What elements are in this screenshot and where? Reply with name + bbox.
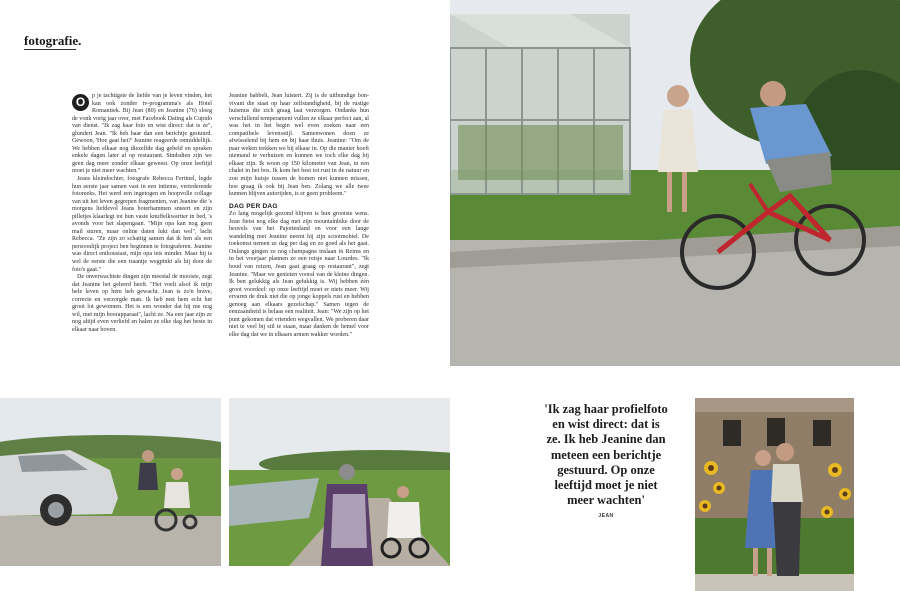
pull-quote xyxy=(544,402,668,519)
photo-car-wheelchair xyxy=(0,398,221,566)
pull-quote-author: JEAN xyxy=(598,513,614,520)
photo-kiss-sunflowers xyxy=(695,398,854,591)
photo-couple-greenhouse-bicycle xyxy=(450,0,900,366)
section-rule xyxy=(24,49,76,50)
pull-quote-text: 'Ik zag haar profielfoto en wist direct: dat is ze. Ik heb Jeanine dan meteen een berichtje gestuurd. Op onze leeftijd moet je niet meer wachten' xyxy=(544,402,668,508)
article-column-2 xyxy=(229,93,369,340)
paragraph: Jeanine babbelt, Jean luistert. Zij is de uitbundige bon-vivant die staat op haar zelfstandigheid, bij de rustige huismus die zich graag laat verzorgen. Ondanks hun verschillend temperament vullen ze elkaar perfect aan, al was het in het begin wel even zoeken naar een compatibele levensstijl. Samenwonen doen ze afwisselend bij hem en bij haar thuis. Jeanine: "Om de paar weken trekken we bij elkaar in. Op die manier hoeft niemand te verhuizen en kunnen we toch elke dag bij elkaar zijn. Ik woon op 150 kilometer van Jean, in een chalet in het bos. Ik kom het best tot rust in de natuur en zou mijn huisje tussen de bomen niet kunnen missen, hoe graag ik ook bij Jean ben. Zolang we alle twee kunnen blijven autorijden, is er geen probleem." xyxy=(229,93,369,198)
section-tag: fotografie. xyxy=(24,33,82,48)
subheading: DAG PER DAG xyxy=(229,202,278,210)
photo-lake-walk xyxy=(229,398,450,566)
paragraph: p je tachtigste de liefde van je leven vinden, het kan ook zonder tv-programma's als Hotel Romantiek. Bij Jean (80) en Jeanine (76) sloeg de vonk vorig jaar over, met Facebook Dating als Cupido van dienst. "Ik zag haar foto en wist direct: dat is ze", glundert Jean. "Ik heb haar dan een berichtje gestuurd. Gewoon, 'Hoe gaat het?' Jeanine reageerde onmiddellijk. We hebben elkaar nog diezelfde dag gebeld en spraken enkele dagen later af op restaurant. Sindsdien zijn we geen dag meer zonder elkaar geweest. Op onze leeftijd moet je niet meer wachten." xyxy=(72,93,212,175)
paragraph: Jeans kleindochter, fotografe Rebecca Fertinel, legde hun eerste jaar samen vast in een intieme, vertederende fotoreeks. Het werd een ingetogen en hoopvolle collage van uit het leven gegrepen fragmenten, van Jeanine die 's morgens liefdevol Jeans boterhammen smeert en zijn pilletjes klaarlegt tot hun vaste knuffelkwartier in bed, 's avonds voor het slapengaan. "Mijn opa kan nog geen mail sturen, maar online daten lukt dan wel", lacht Rebecca. "Ze zijn zo schattig samen dat ik hen als een persoonlijk project ben beginnen te fotograferen. Jeanine was direct enthousiast, mijn opa iets minder. Maar hij is wel de eerste die een traantje wegpinkt als hij door de foto's gaat." xyxy=(72,176,212,273)
article-column-1 xyxy=(72,93,212,335)
paragraph: Zo lang mogelijk gezond blijven is hun grootste wens. Jean fietst nog elke dag met zijn mountainbike door de heuvels van het Pajottenland en voor een lange wandeling met Jeanine neemt hij zijn scootmobiel. De toekomst nemen ze dag per dag en zo goed als het gaat. Onlangs gingen ze nog champagne inslaan in Reims en in het voorjaar plannen ze een reisje naar Lourdes. "Ik houd van reizen, Jean gaat graag op restaurant", zegt Jeanine. "Maar we genieten vooral van de kleine dingen. Ik ben gelukkig als Jean gelukkig is. Wij hebben één groot voordeel: op onze leeftijd moet er niets meer. Wij ervaren de druk niet die op jonge koppels rust en hebben genoeg aan elkaars gezelschap." Samen tegen de eenzaamheid is helaas een realiteit. Jean: "We zijn op het punt gekomen dat vrienden wegvallen. We proberen daar niet te veel bij stil te staan, maar danken de hemel voor elke dag dat we in elkaars armen wakker worden." xyxy=(229,211,369,338)
paragraph: De onverwachtste dingen zijn meestal de mooiste, zegt dat Jeanine het geleerd heeft. "Het voelt alsof ik mijn hele leven op hem heb gewacht. Jean is zo'n brave, correcte en verzorgde man. Ik heb met hem echt het groot lot gewonnen. Het is een wonder dat hij me nog wil, met mijn hoorapparaat", lacht ze. Na een jaar zijn ze nog altijd even verliefd en halen ze elke dag het beste in elkaar naar boven. xyxy=(72,274,212,333)
dropcap: O xyxy=(72,94,89,111)
